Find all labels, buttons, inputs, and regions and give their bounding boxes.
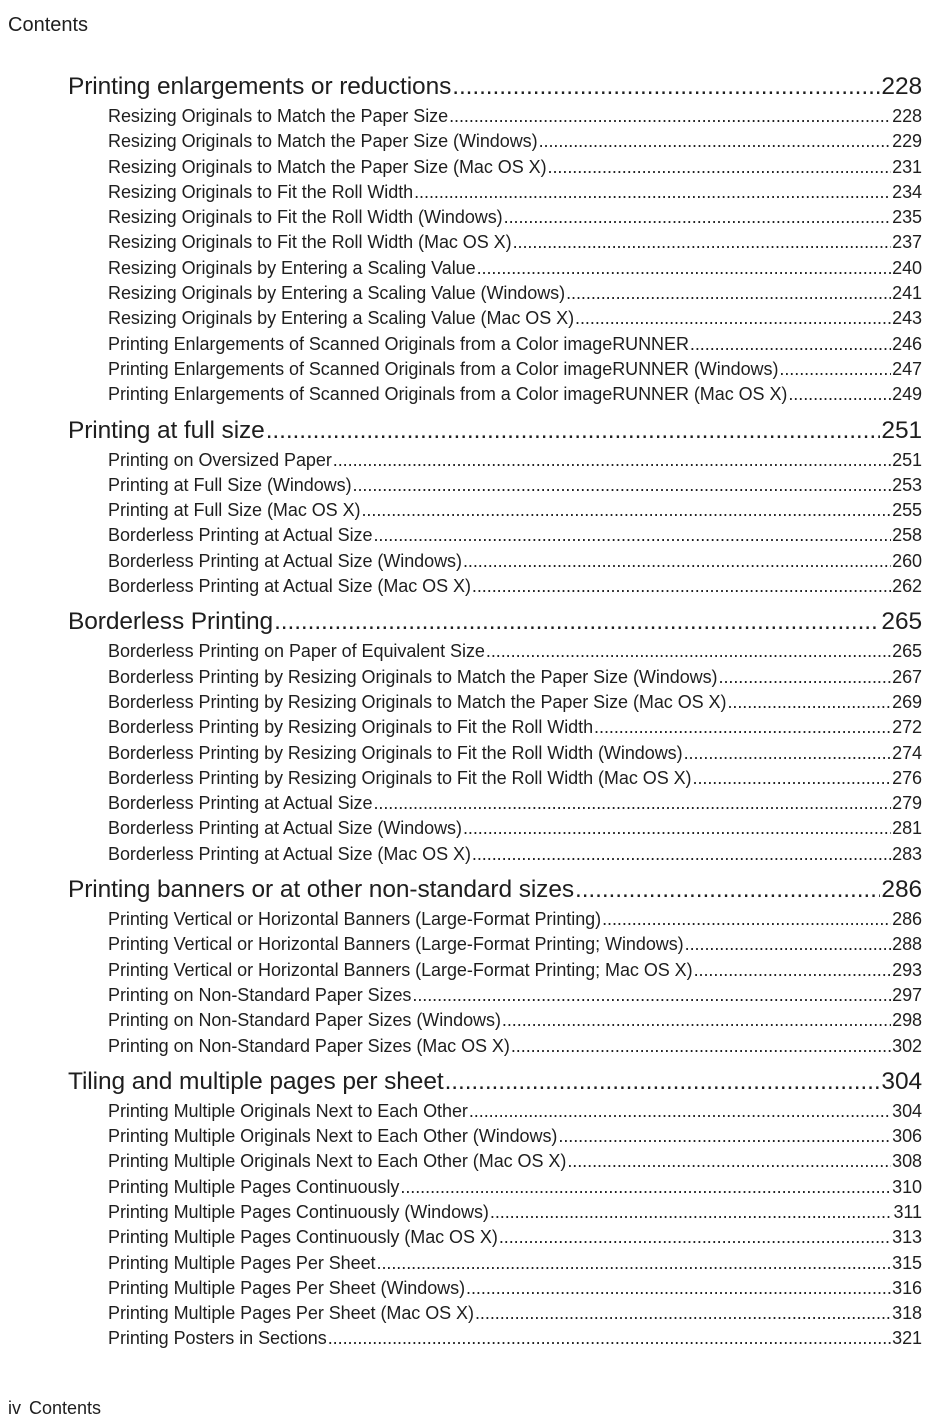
toc-entry-title: Resizing Originals by Entering a Scaling Value (Windows) bbox=[108, 283, 566, 304]
dot-leader bbox=[727, 690, 891, 715]
toc-entry-title: Printing at Full Size (Mac OS X) bbox=[108, 500, 361, 521]
toc-entry-page: 306 bbox=[892, 1126, 922, 1147]
dot-leader bbox=[466, 1276, 891, 1301]
running-head: Contents bbox=[8, 14, 89, 36]
toc-entry[interactable] bbox=[108, 498, 922, 523]
dot-leader bbox=[513, 230, 892, 255]
dot-leader bbox=[788, 382, 891, 407]
toc-entry[interactable] bbox=[108, 180, 922, 205]
dot-leader bbox=[575, 873, 880, 907]
toc-entry-page: 313 bbox=[892, 1227, 922, 1248]
toc-entry-page: 272 bbox=[892, 717, 922, 738]
toc-entry[interactable] bbox=[108, 549, 922, 574]
toc-entry[interactable] bbox=[108, 741, 922, 766]
toc-heading-title: Borderless Printing bbox=[68, 608, 274, 636]
toc-entry-page: 249 bbox=[892, 384, 922, 405]
toc-entry-title: Printing Enlargements of Scanned Originals from a Color imageRUNNER bbox=[108, 333, 689, 354]
toc-entry-title: Printing Multiple Originals Next to Each Other (Mac OS X) bbox=[108, 1151, 567, 1172]
toc-entry-title: Resizing Originals to Fit the Roll Width (Windows) bbox=[108, 207, 503, 228]
toc-entry[interactable] bbox=[108, 104, 922, 129]
toc-entry-title: Printing Vertical or Horizontal Banners (Large-Format Printing; Mac OS X) bbox=[108, 959, 693, 980]
toc-entry-page: 246 bbox=[892, 333, 922, 354]
dot-leader bbox=[690, 332, 891, 357]
toc-entry-page: 243 bbox=[892, 308, 922, 329]
toc-heading-title: Printing banners or at other non-standard sizes bbox=[68, 876, 575, 904]
toc-entry-page: 316 bbox=[892, 1277, 922, 1298]
toc-entry-page: 253 bbox=[892, 474, 922, 495]
dot-leader bbox=[475, 1301, 891, 1326]
toc-entry-title: Printing on Non-Standard Paper Sizes (Windows) bbox=[108, 1010, 501, 1031]
toc-entry[interactable] bbox=[108, 205, 922, 230]
dot-leader bbox=[449, 104, 891, 129]
toc-entry[interactable] bbox=[108, 639, 922, 664]
toc-entry-title: Borderless Printing at Actual Size (Mac OS X) bbox=[108, 576, 471, 597]
dot-leader bbox=[445, 1065, 881, 1099]
dot-leader bbox=[684, 741, 892, 766]
toc-entry[interactable] bbox=[108, 715, 922, 740]
dot-leader bbox=[594, 715, 891, 740]
toc-section-heading[interactable] bbox=[68, 70, 922, 104]
toc-entry[interactable] bbox=[108, 523, 922, 548]
toc-entry[interactable] bbox=[108, 958, 922, 983]
toc-entry[interactable] bbox=[108, 1008, 922, 1033]
toc-section-heading[interactable] bbox=[68, 873, 922, 907]
toc-entry-page: 265 bbox=[892, 641, 922, 662]
dot-leader bbox=[566, 281, 891, 306]
toc-entry-title: Borderless Printing at Actual Size bbox=[108, 525, 373, 546]
toc-entry-title: Printing Multiple Pages Per Sheet (Mac OS X) bbox=[108, 1303, 474, 1324]
dot-leader bbox=[602, 907, 891, 932]
toc-entry-title: Resizing Originals to Fit the Roll Width (Mac OS X) bbox=[108, 232, 512, 253]
toc-entry-page: 228 bbox=[892, 106, 922, 126]
toc-entry[interactable] bbox=[108, 766, 922, 791]
toc-entry-page: 321 bbox=[892, 1328, 922, 1349]
toc-entry-title: Printing Vertical or Horizontal Banners (Large-Format Printing) bbox=[108, 909, 602, 930]
toc-entry-title: Printing Posters in Sections bbox=[108, 1328, 327, 1349]
toc-entry-title: Resizing Originals by Entering a Scaling Value (Mac OS X) bbox=[108, 308, 575, 329]
toc-entry[interactable] bbox=[108, 281, 922, 306]
toc-entry-page: 293 bbox=[892, 959, 922, 980]
dot-leader bbox=[469, 1099, 891, 1124]
toc-entry-page: 297 bbox=[892, 984, 922, 1005]
toc-entry-page: 237 bbox=[892, 232, 922, 253]
toc-entry[interactable] bbox=[108, 932, 922, 957]
dot-leader bbox=[463, 816, 891, 841]
toc-entry[interactable] bbox=[108, 1225, 922, 1250]
toc-entry[interactable] bbox=[108, 1124, 922, 1149]
dot-leader bbox=[693, 766, 892, 791]
toc-section bbox=[68, 70, 922, 408]
toc-section bbox=[68, 1065, 922, 1352]
toc-entry-page: 276 bbox=[892, 767, 922, 788]
toc-entry-title: Printing Multiple Pages Continuously bbox=[108, 1176, 400, 1197]
dot-leader bbox=[567, 1149, 891, 1174]
toc-entry[interactable] bbox=[108, 1099, 922, 1124]
toc-entry-page: 288 bbox=[892, 934, 922, 955]
toc-entry[interactable] bbox=[108, 230, 922, 255]
toc-entry-title: Printing Multiple Originals Next to Each Other (Windows) bbox=[108, 1126, 558, 1147]
toc-entry-title: Borderless Printing on Paper of Equivalent Size bbox=[108, 641, 485, 662]
toc-entry[interactable] bbox=[108, 1301, 922, 1326]
dot-leader bbox=[328, 1326, 891, 1351]
toc-heading-page: 228 bbox=[881, 73, 922, 100]
dot-leader bbox=[353, 473, 892, 498]
toc-entry[interactable] bbox=[108, 1034, 922, 1059]
toc-entry-page: 274 bbox=[892, 742, 922, 763]
dot-leader bbox=[412, 983, 891, 1008]
toc-entry[interactable] bbox=[108, 1251, 922, 1276]
dot-leader bbox=[274, 605, 880, 639]
toc-entry[interactable] bbox=[108, 357, 922, 382]
toc-entry-title: Resizing Originals by Entering a Scaling Value bbox=[108, 257, 476, 278]
dot-leader bbox=[779, 357, 891, 382]
toc-entry-page: 231 bbox=[892, 156, 922, 177]
toc-entry[interactable] bbox=[108, 129, 922, 154]
toc-entry-page: 304 bbox=[892, 1100, 922, 1121]
dot-leader bbox=[414, 180, 891, 205]
toc-entry-page: 240 bbox=[892, 257, 922, 278]
toc-entry-title: Borderless Printing by Resizing Originals to Fit the Roll Width (Windows) bbox=[108, 742, 683, 763]
toc-entry-title: Resizing Originals to Match the Paper Size bbox=[108, 106, 449, 126]
toc-entry-title: Printing on Non-Standard Paper Sizes bbox=[108, 984, 412, 1005]
toc-entry[interactable] bbox=[108, 306, 922, 331]
toc-heading-page: 286 bbox=[881, 876, 922, 904]
dot-leader bbox=[472, 842, 891, 867]
toc-entry[interactable] bbox=[108, 1276, 922, 1301]
toc-entry-page: 229 bbox=[892, 131, 922, 152]
toc-entry-page: 241 bbox=[892, 283, 922, 304]
toc-section bbox=[68, 873, 922, 1059]
toc-entry-title: Borderless Printing by Resizing Originals to Match the Paper Size (Mac OS X) bbox=[108, 691, 727, 712]
toc-entry[interactable] bbox=[108, 690, 922, 715]
toc-entry-page: 267 bbox=[892, 666, 922, 687]
toc-heading-title: Tiling and multiple pages per sheet bbox=[68, 1067, 444, 1095]
toc-entry-title: Borderless Printing by Resizing Originals to Match the Paper Size (Windows) bbox=[108, 666, 718, 687]
toc-entry-page: 281 bbox=[892, 818, 922, 839]
toc-entry-page: 310 bbox=[892, 1176, 922, 1197]
toc-entry-title: Resizing Originals to Match the Paper Size (Mac OS X) bbox=[108, 156, 547, 177]
dot-leader bbox=[361, 498, 891, 523]
toc-entry-title: Printing Multiple Pages Continuously (Windows) bbox=[108, 1201, 489, 1222]
dot-leader bbox=[477, 256, 892, 281]
toc-entry-page: 311 bbox=[893, 1201, 922, 1222]
toc-entry[interactable] bbox=[108, 473, 922, 498]
toc-entry[interactable] bbox=[108, 1149, 922, 1174]
toc-entry-page: 255 bbox=[892, 500, 922, 521]
toc-entry-page: 302 bbox=[892, 1035, 922, 1056]
toc-entry-title: Printing Multiple Pages Per Sheet bbox=[108, 1252, 376, 1273]
toc-entry[interactable] bbox=[108, 665, 922, 690]
dot-leader bbox=[539, 129, 892, 154]
dot-leader bbox=[452, 70, 880, 104]
table-of-contents bbox=[68, 70, 922, 1352]
toc-entry-title: Printing Multiple Pages Continuously (Mac OS X) bbox=[108, 1227, 498, 1248]
toc-section-heading[interactable] bbox=[68, 414, 922, 448]
toc-entry[interactable] bbox=[108, 332, 922, 357]
toc-entry-page: 308 bbox=[892, 1151, 922, 1172]
toc-entry[interactable] bbox=[108, 1175, 922, 1200]
dot-leader bbox=[490, 1200, 893, 1225]
toc-entry[interactable] bbox=[108, 448, 922, 473]
dot-leader bbox=[511, 1034, 891, 1059]
toc-entry-page: 318 bbox=[892, 1303, 922, 1324]
toc-entry[interactable] bbox=[108, 574, 922, 599]
toc-entry-page: 262 bbox=[892, 576, 922, 597]
toc-entry-page: 235 bbox=[892, 207, 922, 228]
toc-entry-title: Printing on Non-Standard Paper Sizes (Mac OS X) bbox=[108, 1035, 510, 1056]
dot-leader bbox=[575, 306, 891, 331]
toc-entry-title: Printing Enlargements of Scanned Originals from a Color imageRUNNER (Mac OS X) bbox=[108, 384, 788, 405]
toc-entry-title: Borderless Printing at Actual Size (Mac OS X) bbox=[108, 843, 471, 864]
toc-entry-title: Borderless Printing at Actual Size (Windows) bbox=[108, 818, 462, 839]
toc-entry-page: 269 bbox=[892, 691, 922, 712]
toc-entry-page: 260 bbox=[892, 550, 922, 571]
toc-entry-page: 234 bbox=[892, 181, 922, 202]
toc-entry-page: 298 bbox=[892, 1010, 922, 1031]
dot-leader bbox=[373, 523, 891, 548]
toc-section-heading[interactable] bbox=[68, 605, 922, 639]
dot-leader bbox=[333, 448, 891, 473]
toc-entry-title: Borderless Printing by Resizing Originals to Fit the Roll Width bbox=[108, 717, 594, 738]
toc-entry[interactable] bbox=[108, 1326, 922, 1351]
dot-leader bbox=[463, 549, 891, 574]
dot-leader bbox=[486, 639, 891, 664]
toc-section-heading[interactable] bbox=[68, 1065, 922, 1099]
toc-entry-title: Printing on Oversized Paper bbox=[108, 449, 332, 470]
toc-entry[interactable] bbox=[108, 1200, 922, 1225]
dot-leader bbox=[719, 665, 892, 690]
toc-heading-page: 251 bbox=[881, 416, 922, 444]
toc-entry-title: Printing Vertical or Horizontal Banners (Large-Format Printing; Windows) bbox=[108, 934, 684, 955]
dot-leader bbox=[377, 1251, 892, 1276]
dot-leader bbox=[400, 1175, 891, 1200]
toc-entry[interactable] bbox=[108, 791, 922, 816]
toc-section bbox=[68, 414, 922, 600]
toc-entry-title: Resizing Originals to Match the Paper Size (Windows) bbox=[108, 131, 538, 152]
toc-entry[interactable] bbox=[108, 256, 922, 281]
dot-leader bbox=[685, 932, 891, 957]
toc-entry-page: 251 bbox=[892, 449, 922, 470]
toc-entry-title: Borderless Printing at Actual Size (Windows) bbox=[108, 550, 462, 571]
dot-leader bbox=[694, 958, 892, 983]
toc-heading-title: Printing at full size bbox=[68, 416, 265, 444]
toc-heading-page: 304 bbox=[881, 1067, 922, 1095]
dot-leader bbox=[499, 1225, 891, 1250]
toc-entry-title: Printing Multiple Pages Per Sheet (Windows) bbox=[108, 1277, 466, 1298]
toc-entry[interactable] bbox=[108, 155, 922, 180]
footer-label: Contents bbox=[29, 1398, 102, 1418]
dot-leader bbox=[266, 414, 881, 448]
toc-entry-title: Borderless Printing by Resizing Originals to Fit the Roll Width (Mac OS X) bbox=[108, 767, 692, 788]
toc-heading-page: 265 bbox=[881, 608, 922, 636]
dot-leader bbox=[502, 1008, 891, 1033]
page-folio: iv bbox=[8, 1398, 21, 1418]
dot-leader bbox=[472, 574, 891, 599]
toc-entry-title: Printing at Full Size (Windows) bbox=[108, 474, 352, 495]
toc-entry-page: 283 bbox=[892, 843, 922, 864]
dot-leader bbox=[504, 205, 891, 230]
toc-entry-title: Printing Enlargements of Scanned Originals from a Color imageRUNNER (Windows) bbox=[108, 358, 779, 379]
dot-leader bbox=[558, 1124, 891, 1149]
toc-entry[interactable] bbox=[108, 382, 922, 407]
dot-leader bbox=[548, 155, 892, 180]
toc-entry-page: 247 bbox=[892, 358, 922, 379]
page-footer bbox=[8, 1397, 101, 1419]
toc-entry[interactable] bbox=[108, 842, 922, 867]
dot-leader bbox=[373, 791, 891, 816]
toc-entry[interactable] bbox=[108, 907, 922, 932]
toc-heading-title: Printing enlargements or reductions bbox=[68, 73, 452, 100]
toc-entry-title: Borderless Printing at Actual Size bbox=[108, 793, 373, 814]
toc-section bbox=[68, 605, 922, 867]
toc-entry-title: Resizing Originals to Fit the Roll Width bbox=[108, 181, 414, 202]
toc-entry-page: 279 bbox=[892, 793, 922, 814]
toc-entry-page: 286 bbox=[892, 909, 922, 930]
toc-entry[interactable] bbox=[108, 983, 922, 1008]
toc-entry-page: 315 bbox=[892, 1252, 922, 1273]
toc-entry-title: Printing Multiple Originals Next to Each Other bbox=[108, 1100, 468, 1121]
toc-entry[interactable] bbox=[108, 816, 922, 841]
toc-entry-page: 258 bbox=[892, 525, 922, 546]
